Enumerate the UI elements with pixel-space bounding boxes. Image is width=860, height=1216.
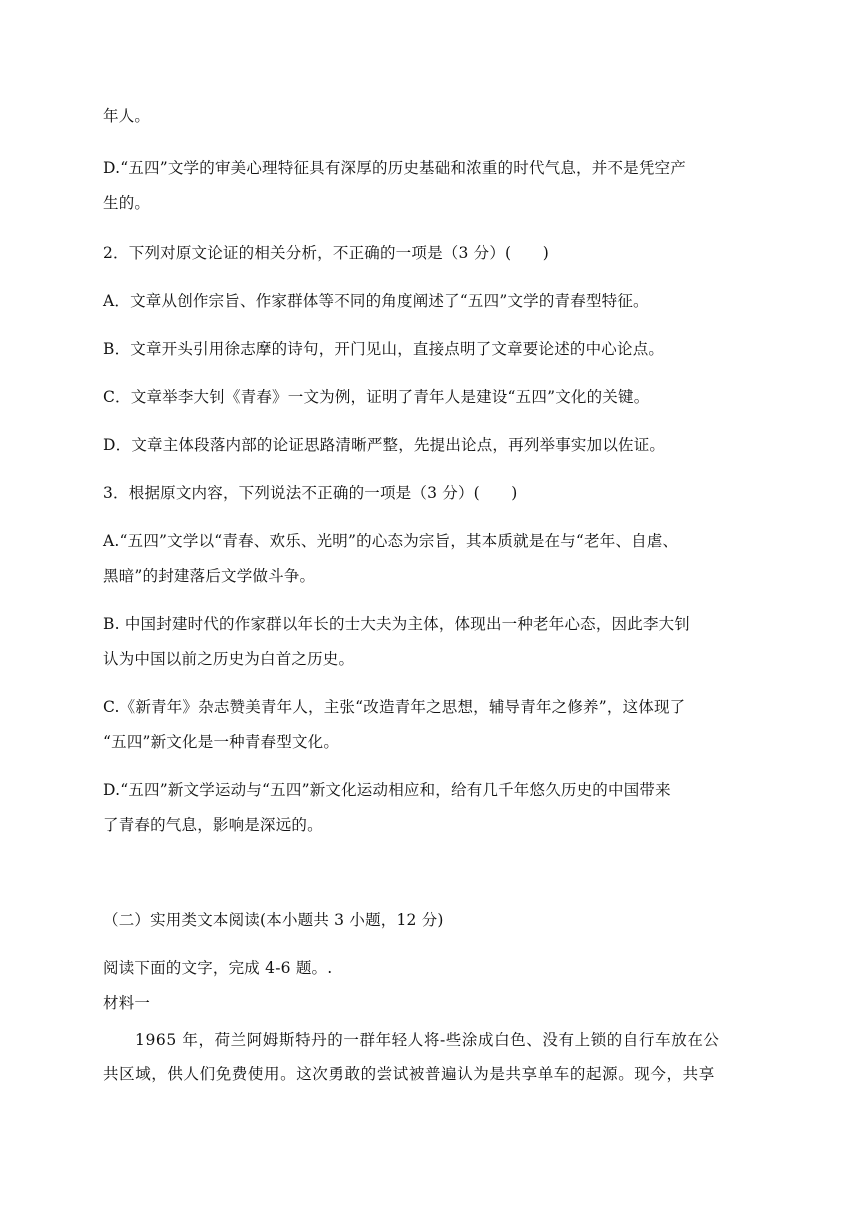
material-label: 材料一 bbox=[103, 994, 151, 1012]
option-c: C．文章举李大钊《青春》一文为例，证明了青年人是建设“五四”文化的关键。 bbox=[103, 388, 650, 406]
instruction: 阅读下面的文字，完成 4-6 题。. bbox=[103, 959, 333, 977]
option-c: C.《新青年》杂志赞美青年人，主张“改造青年之思想，辅导青年之修养”，这体现了 bbox=[103, 698, 686, 716]
option-a: A.“五四”文学以“青春、欢乐、光明”的心态为宗旨，其本质就是在与“老年、自虐、 bbox=[103, 532, 679, 550]
text-line: 年人。 bbox=[103, 107, 151, 125]
option-b: B. 中国封建时代的作家群以年长的士大夫为主体，体现出一种老年心态，因此李大钊 bbox=[103, 615, 691, 633]
question-3: 3．根据原文内容，下列说法不正确的一项是（3 分）( ) bbox=[103, 484, 518, 502]
option-b-cont: 认为中国以前之历史为白首之历史。 bbox=[103, 650, 355, 668]
option-d-cont: 了青春的气息，影响是深远的。 bbox=[103, 816, 323, 834]
section-heading: （二）实用类文本阅读(本小题共 3 小题，12 分) bbox=[103, 911, 444, 929]
option-b: B．文章开头引用徐志摩的诗句，开门见山，直接点明了文章要论述的中心论点。 bbox=[103, 340, 665, 358]
option-a: A．文章从创作宗旨、作家群体等不同的角度阐述了“五四”文学的青春型特征。 bbox=[103, 292, 649, 310]
option-a-cont: 黑暗”的封建落后文学做斗争。 bbox=[103, 567, 316, 585]
paragraph-line: 1965 年，荷兰阿姆斯特丹的一群年轻人将-些涂成白色、没有上锁的自行车放在公 bbox=[135, 1031, 720, 1049]
question-2: 2．下列对原文论证的相关分析，不正确的一项是（3 分）( ) bbox=[103, 244, 549, 262]
option-d-line: D.“五四”文学的审美心理特征具有深厚的历史基础和浓重的时代气息，并不是凭空产 bbox=[103, 159, 686, 177]
text-line: 生的。 bbox=[103, 194, 151, 212]
option-d: D．文章主体段落内部的论证思路清晰严整，先提出论点，再列举事实加以佐证。 bbox=[103, 436, 666, 454]
option-c-cont: “五四”新文化是一种青春型文化。 bbox=[103, 733, 340, 751]
paragraph-line: 共区域，供人们免费使用。这次勇敢的尝试被普遍认为是共享单车的起源。现今，共享 bbox=[103, 1065, 715, 1083]
option-d: D.“五四”新文学运动与“五四”新文化运动相应和，给有几千年悠久历史的中国带来 bbox=[103, 781, 671, 799]
